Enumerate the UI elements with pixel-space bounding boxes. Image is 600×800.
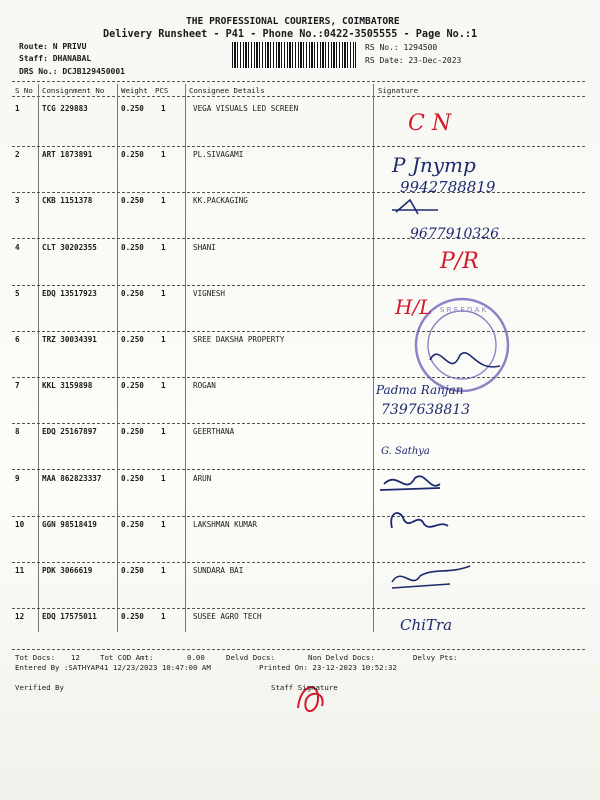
row-weight: 0.250 <box>121 335 144 344</box>
row-pcs: 1 <box>161 196 166 206</box>
signature-row5: H/L <box>395 295 433 319</box>
row-consignee: ARUN <box>193 473 212 483</box>
delvy-pts-label: Delvy Pts: <box>413 653 458 662</box>
signature-row7: Padma Ranjan <box>376 383 464 397</box>
signature-row8: G. Sathya <box>381 446 430 457</box>
row-consignee: SUNDARA BAI <box>193 566 244 575</box>
signature-row4: P/R <box>440 249 479 274</box>
drs-number: DRS No.: DCJB129450001 <box>19 67 125 76</box>
row-consignment-no: EDQ 17575011 <box>42 612 97 622</box>
signature-row3 <box>392 200 438 214</box>
svg-text:S R E E D A K: S R E E D A K <box>440 306 487 314</box>
row-pcs: 1 <box>161 566 166 575</box>
row-weight: 0.250 <box>121 196 144 206</box>
row-consignment-no: MAA 862823337 <box>42 473 102 483</box>
row-consignment-no: EDQ 13517923 <box>42 288 97 298</box>
row-sno: 2 <box>15 150 20 160</box>
row-pcs: 1 <box>161 242 166 252</box>
row-sno: 6 <box>15 335 20 344</box>
row-sno: 9 <box>15 473 20 483</box>
signature-row12: ChiTra <box>400 616 453 634</box>
row-weight: 0.250 <box>121 566 144 575</box>
col-consignment: Consignment No <box>42 86 105 95</box>
row-sno: 3 <box>15 196 20 206</box>
staff-signature: Staff Signature <box>271 683 338 692</box>
rs-number: RS No.: 1294500 <box>365 43 438 52</box>
row-pcs: 1 <box>161 104 166 113</box>
non-delvd-docs-label: Non Delvd Docs: <box>308 653 375 662</box>
row-consignee: PL.SIVAGAMI <box>193 150 244 160</box>
row-sno: 5 <box>15 288 20 298</box>
row-consignee: GEERTHANA <box>193 427 235 437</box>
phone-row7: 7397638813 <box>381 402 471 418</box>
phone-row3: 9677910326 <box>410 226 500 242</box>
footer-divider <box>12 649 585 650</box>
row-consignment-no: CKB 1151378 <box>42 196 93 206</box>
col-weight: Weight <box>121 86 148 95</box>
row-consignee: KK.PACKAGING <box>193 196 248 206</box>
rs-date: RS Date: 23-Dec-2023 <box>365 56 462 65</box>
col-pcs: PCS <box>155 86 169 95</box>
row-weight: 0.250 <box>121 519 144 529</box>
tot-cod-value: 0.00 <box>187 653 205 662</box>
row-sno: 11 <box>15 566 25 575</box>
row-sno: 12 <box>15 612 25 622</box>
row-weight: 0.250 <box>121 242 144 252</box>
row-consignee: VEGA VISUALS LED SCREEN <box>193 104 299 113</box>
runsheet-title: Delivery Runsheet - P41 - Phone No.:0422-3505555 - Page No.:1 <box>103 29 478 40</box>
row-consignment-no: ART 1873891 <box>42 150 93 160</box>
row-pcs: 1 <box>161 427 166 437</box>
row-pcs: 1 <box>161 519 166 529</box>
printed-on: Printed On: 23-12-2023 10:52:32 <box>259 663 397 672</box>
route-label: Route: N PRIVU <box>19 42 87 51</box>
signature-row10 <box>391 513 448 528</box>
row-sno: 1 <box>15 104 20 113</box>
row-pcs: 1 <box>161 288 166 298</box>
signature-row9 <box>380 476 440 490</box>
col-consignee: Consignee Details <box>189 86 265 95</box>
row-consignee: LAKSHMAN KUMAR <box>193 519 258 529</box>
col-signature: Signature <box>378 86 419 95</box>
company-name: THE PROFESSIONAL COURIERS, COIMBATORE <box>186 16 400 27</box>
tot-cod-label: Tot COD Amt: <box>100 653 154 662</box>
row-pcs: 1 <box>161 473 166 483</box>
row-consignee: SHANI <box>193 242 216 252</box>
row-pcs: 1 <box>161 381 166 391</box>
company-stamp <box>416 299 508 391</box>
row-weight: 0.250 <box>121 612 144 622</box>
row-pcs: 1 <box>161 150 166 160</box>
row-weight: 0.250 <box>121 473 144 483</box>
row-consignment-no: TRZ 30034391 <box>42 335 97 344</box>
tot-docs-value: 12 <box>71 653 80 662</box>
phone-row2: 9942788819 <box>400 178 496 196</box>
staff-label: Staff: DHANABAL <box>19 54 92 63</box>
row-weight: 0.250 <box>121 104 144 113</box>
row-consignment-no: CLT 30202355 <box>42 242 97 252</box>
signature-row11 <box>392 566 470 588</box>
row-consignment-no: EDQ 25167897 <box>42 427 97 437</box>
row-consignment-no: GGN 98518419 <box>42 519 97 529</box>
signature-row2: P Jnymp <box>392 153 476 177</box>
row-consignment-no: TCG 229883 <box>42 104 88 113</box>
row-weight: 0.250 <box>121 288 144 298</box>
col-sno: S No <box>15 86 33 95</box>
row-consignee: SREE DAKSHA PROPERTY <box>193 335 285 344</box>
verified-by: Verified By <box>15 683 64 692</box>
row-consignment-no: PDK 3066619 <box>42 566 93 575</box>
row-consignee: VIGNESH <box>193 288 226 298</box>
row-weight: 0.250 <box>121 427 144 437</box>
row-consignee: ROGAN <box>193 381 216 391</box>
entered-by: Entered By :SATHYAP41 12/23/2023 10:47:00 AM <box>15 663 211 672</box>
signature-row1: C N <box>408 111 452 136</box>
row-sno: 7 <box>15 381 20 391</box>
row-pcs: 1 <box>161 612 166 622</box>
delvd-docs-label: Delvd Docs: <box>226 653 275 662</box>
row-sno: 10 <box>15 519 25 529</box>
row-consignment-no: KKL 3159898 <box>42 381 93 391</box>
row-pcs: 1 <box>161 335 166 344</box>
row-weight: 0.250 <box>121 150 144 160</box>
tot-docs-label: Tot Docs: <box>15 653 56 662</box>
row-weight: 0.250 <box>121 381 144 391</box>
row-sno: 8 <box>15 427 20 437</box>
row-consignee: SUSEE AGRO TECH <box>193 612 262 622</box>
row-sno: 4 <box>15 242 20 252</box>
